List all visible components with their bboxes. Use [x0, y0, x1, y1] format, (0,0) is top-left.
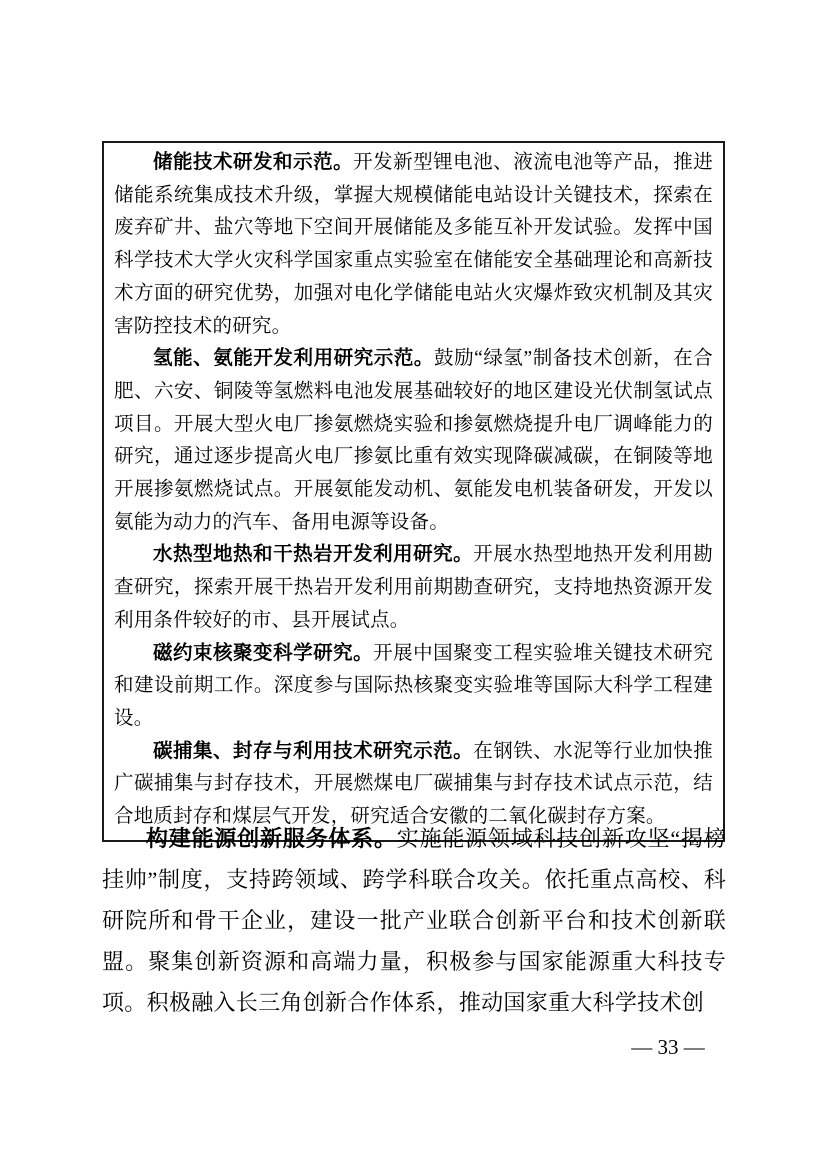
paragraph-heading: 构建能源创新服务体系。 — [146, 826, 397, 851]
paragraph-body: 开展中国聚变工程实验堆关键技术研究和建设前期工作。深度参与国际热核聚变实验堆等国际大科学工程建设。 — [114, 642, 713, 729]
paragraph-energy-storage — [114, 147, 713, 343]
paragraph-fusion — [114, 638, 713, 736]
paragraph-hydrogen-ammonia — [114, 343, 713, 539]
paragraph-body: 在钢铁、水泥等行业加快推广碳捕集与封存技术，开展燃煤电厂碳捕集与封存技术试点示范，结合地质封存和煤层气开发，研究适合安徽的二氧化碳封存方案。 — [114, 740, 714, 828]
paragraph-heading: 氢能、氨能开发利用研究示范。 — [153, 348, 434, 370]
paragraph-heading: 水热型地热和干热岩开发利用研究。 — [153, 544, 474, 566]
paragraph-body: 实施能源领域科技创新攻坚“揭榜挂帅”制度，支持跨领域、跨学科联合攻关。依托重点高校、科研院所和骨干企业，建设一批产业联合创新平台和技术创新联盟。聚集创新资源和高端力量，积极参与国家能源重大科技专项。积极融入长三角创新合作体系，推动国家重大科学技术创 — [102, 826, 727, 1015]
paragraph-heading: 储能技术研发和示范。 — [153, 152, 354, 173]
page-number: — 33 — — [631, 1035, 705, 1059]
energy-tech-research-box — [102, 141, 725, 842]
paragraph-body: 鼓励“绿氢”制备技术创新，在合肥、六安、铜陵等氢燃料电池发展基础较好的地区建设光伏制氢试点项目。开展大型火电厂掺氨燃烧实验和掺氨燃烧提升电厂调峰能力的研究，通过逐步提高火电厂掺氨比重有效实现降碳减碳，在铜陵等地开展掺氨燃烧试点。开展氨能发动机、氨能发电机装备研发，开发以氨能为动力的汽车、备用电源等设备。 — [114, 348, 713, 533]
paragraph-geothermal — [114, 539, 713, 637]
paragraph-body: 开发新型锂电池、液流电池等产品，推进储能系统集成技术升级，掌握大规模储能电站设计关键技术，探索在废弃矿井、盐穴等地下空间开展储能及多能互补开发试验。发挥中国科学技术大学火灾科学国家重点实验室在储能安全基础理论和高新技术方面的研究优势，加强对电化学储能电站火灾爆炸致灾机制及其灾害防控技术的研究。 — [114, 152, 713, 337]
paragraph-heading: 碳捕集、封存与利用技术研究示范。 — [153, 740, 474, 762]
paragraph-body: 开展水热型地热开发利用勘查研究，探索开展干热岩开发利用前期勘查研究，支持地热资源开发利用条件较好的市、县开展试点。 — [114, 544, 714, 631]
paragraph-heading: 磁约束核聚变科学研究。 — [153, 642, 374, 664]
paragraph-innovation-service-system — [102, 818, 726, 1023]
